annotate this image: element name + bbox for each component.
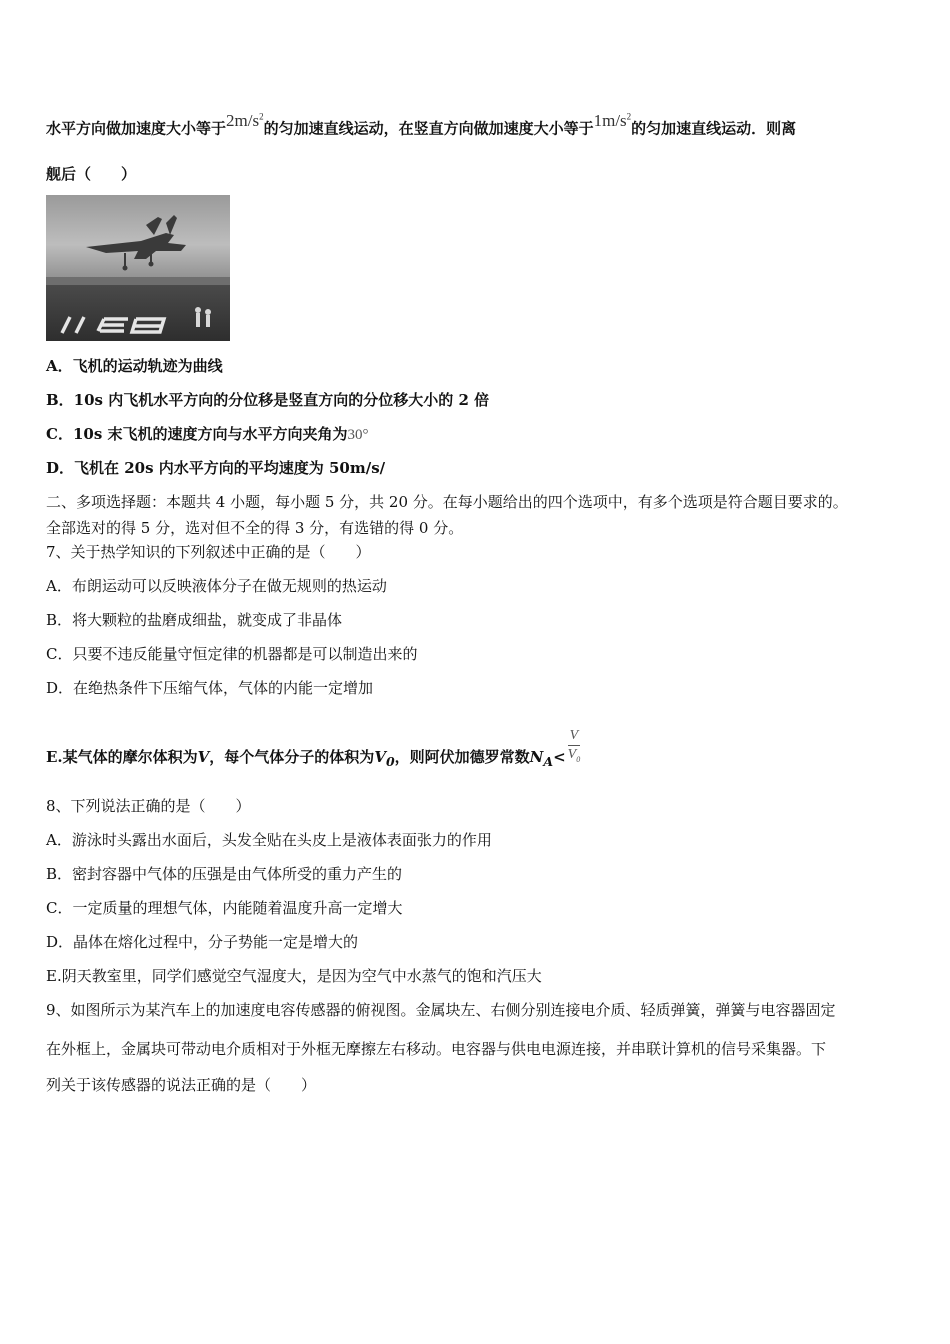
fighter-jet-takeoff-photo [46,195,230,341]
molecule-volume-symbol: $V_0$ [374,747,395,769]
q7-e-text-b: ，每个气体分子的体积为 [209,747,375,766]
q6-stem-text-c: 的匀加速直线运动．则离 [631,119,797,138]
q8-option-a: A．游泳时头露出水面后，头发全贴在头皮上是液体表面张力的作用 [46,831,492,849]
q6-option-c [46,424,368,445]
q6-stem-line1 [46,110,797,139]
q8-option-d: D．晶体在熔化过程中，分子势能一定是增大的 [46,933,359,951]
q7-option-d: D．在绝热条件下压缩气体，气体的内能一定增加 [46,679,374,697]
fraction-v-over-v0: $\frac{V}{V_0}$ [567,728,581,764]
q7-option-e [46,728,581,779]
q6-stem-text-a: 水平方向做加速度大小等于 [46,119,227,138]
jet-photo-image [46,195,230,341]
avogadro-symbol: $N_A$ [529,747,554,769]
q9-stem-line3: 列关于该传感器的说法正确的是（ ） [46,1076,317,1094]
q8-option-e: E.阴天教室里，同学们感觉空气湿度大，是因为空气中水蒸气的饱和汽压大 [46,967,542,985]
q6-option-d: D．飞机在 20s 内水平方向的平均速度为 50m/s/ [46,459,386,477]
horizontal-acceleration: $2m/s^2$ [226,110,264,130]
q6-stem-line2: 舰后（ ） [46,165,137,183]
angle-30-degrees: 30° [347,427,369,443]
q7-e-text-a: E.某气体的摩尔体积为 [46,747,198,766]
less-than-sign: < [553,747,566,766]
q8-option-b: B．密封容器中气体的压强是由气体所受的重力产生的 [46,865,403,883]
vertical-acceleration: $1m/s^2$ [593,110,632,130]
section-2-instructions-line1: 二、多项选择题：本题共 4 小题，每小题 5 分，共 20 分。在每小题给出的四个选项中，有多个选项是符合题目要求的。 [46,493,848,511]
q6-option-b: B．10s 内飞机水平方向的分位移是竖直方向的分位移大小的 2 倍 [46,391,490,409]
q8-stem: 8、下列说法正确的是（ ） [46,797,251,815]
q8-option-c: C．一定质量的理想气体，内能随着温度升高一定增大 [46,899,403,917]
q7-option-a: A．布朗运动可以反映液体分子在做无规则的热运动 [46,577,387,595]
q6-option-c-text: C．10s 末飞机的速度方向与水平方向夹角为 [46,425,348,443]
q7-stem: 7、关于热学知识的下列叙述中正确的是（ ） [46,543,371,561]
q6-stem-text-b: 的匀加速直线运动，在竖直方向做加速度大小等于 [263,119,594,138]
section-2-instructions-line2: 全部选对的得 5 分，选对但不全的得 3 分，有选错的得 0 分。 [46,519,464,537]
q6-option-a: A．飞机的运动轨迹为曲线 [46,357,223,375]
q9-stem-line2: 在外框上，金属块可带动电介质相对于外框无摩擦左右移动。电容器与供电电源连接，并串联计算机的信号采集器。下 [46,1040,827,1058]
q9-stem-line1: 9、如图所示为某汽车上的加速度电容传感器的俯视图。金属块左、右侧分别连接电介质、轻质弹簧，弹簧与电容器固定 [46,1001,836,1019]
q7-option-c: C．只要不违反能量守恒定律的机器都是可以制造出来的 [46,645,418,663]
q7-e-text-c: ，则阿伏加德罗常数 [394,747,530,766]
q7-option-b: B．将大颗粒的盐磨成细盐，就变成了非晶体 [46,611,343,629]
molar-volume-symbol: V [197,747,210,766]
